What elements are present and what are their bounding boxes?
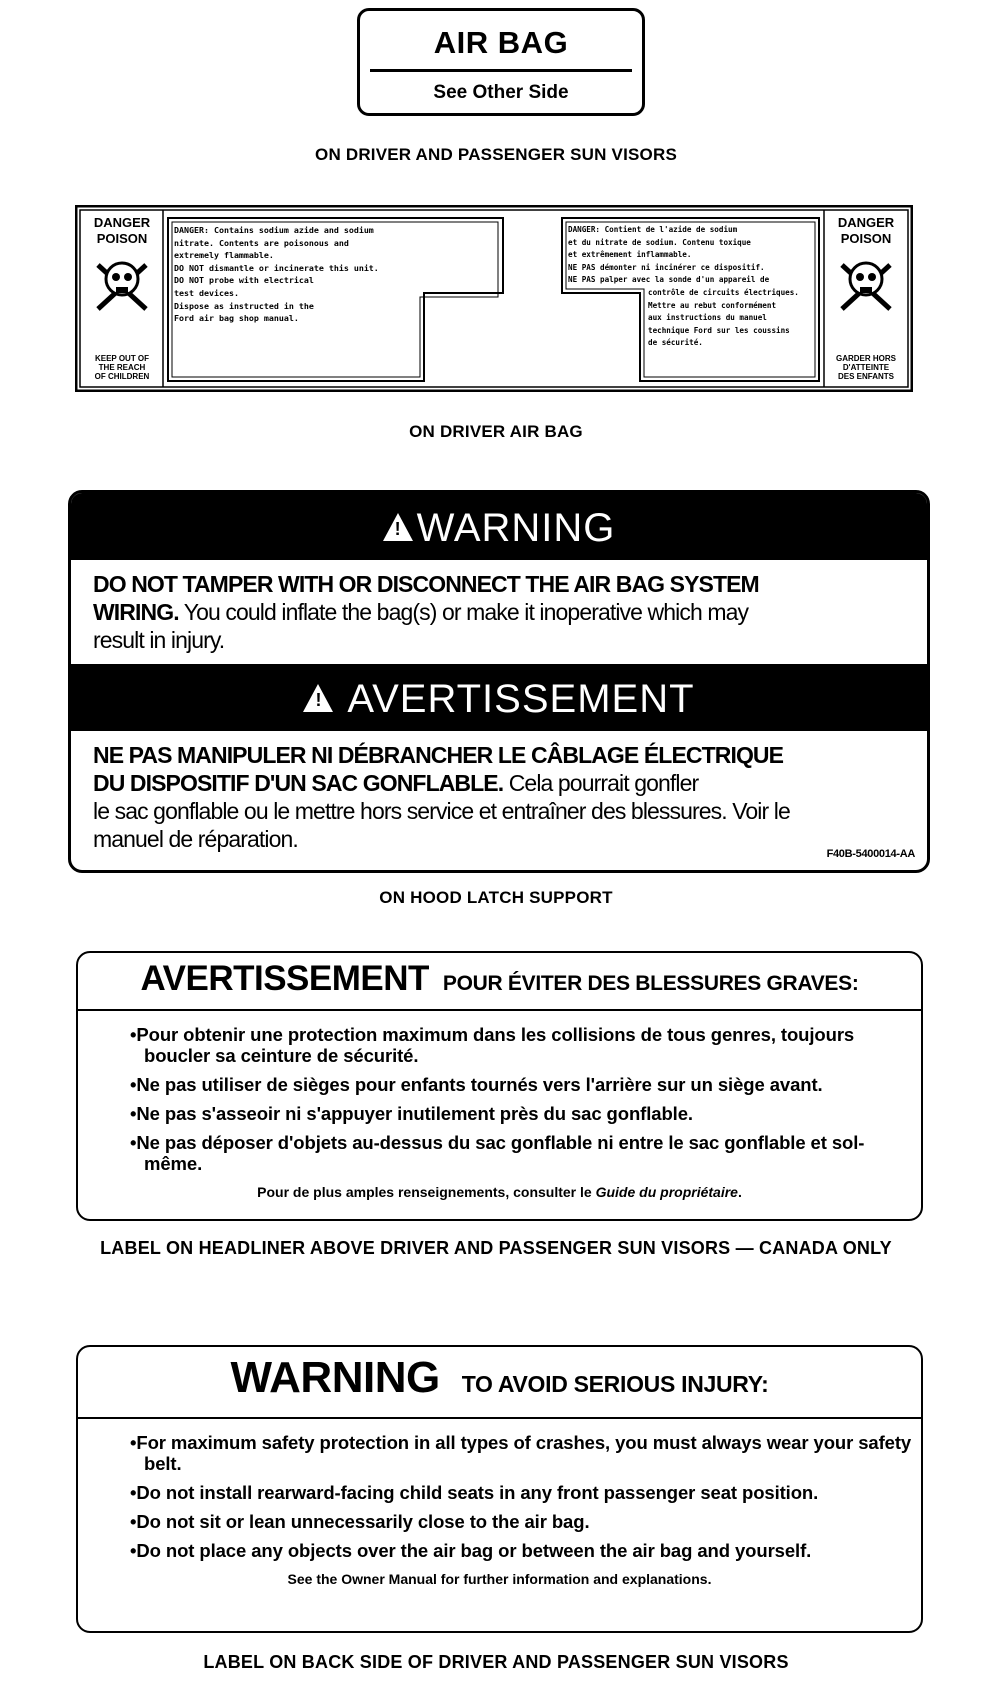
visor-label-footer: See the Owner Manual for further information and explanations. [287, 1571, 712, 1587]
warning-title: WARNING [416, 506, 616, 550]
warning-text-en: DO NOT TAMPER WITH OR DISCONNECT THE AIR BAG SYSTEM WIRING. You could inflate the bag(s) or make it inoperative which may result in injury. [93, 571, 759, 653]
warning-avertissement-label [68, 490, 930, 873]
bullet-item: •Ne pas s'asseoir ni s'appuyer inutilement près du sac gonflable. [130, 1103, 693, 1124]
warning-triangle-icon [303, 684, 333, 712]
visor-label-header [78, 1347, 921, 1419]
avertissement-heading: AVERTISSEMENT [140, 959, 429, 998]
poison-heading: POISON [840, 231, 892, 246]
airbag-subtitle: See Other Side [433, 82, 569, 103]
poison-panel-fr [827, 215, 905, 383]
canada-label-footer: Pour de plus amples renseignements, consulter le Guide du propriétaire. [257, 1184, 742, 1200]
canada-headliner-label [76, 951, 923, 1221]
bullet-item: •Do not sit or lean unnecessarily close to the air bag. [130, 1511, 590, 1532]
skull-crossbones-icon [834, 251, 898, 315]
visor-label-body [78, 1419, 921, 1587]
danger-poison-label [75, 205, 913, 392]
caption-back-side-visors: LABEL ON BACK SIDE OF DRIVER AND PASSENGER SUN VISORS [203, 1652, 789, 1672]
warning-text-fr: NE PAS MANIPULER NI DÉBRANCHER LE CÂBLAGE ÉLECTRIQUE DU DISPOSITIF D'UN SAC GONFLABLE. Cela pourrait gonfler le sac gonflable ou le mettre hors service et entraîner des blessures. Voir le manuel de réparation. [93, 742, 790, 852]
warning-triangle-icon [383, 513, 413, 541]
part-number: F40B-5400014-AA [826, 848, 915, 860]
bullet-item: •Do not place any objects over the air bag or between the air bag and yourself. [130, 1540, 812, 1561]
caption-sun-visors: ON DRIVER AND PASSENGER SUN VISORS [315, 145, 677, 164]
caption-driver-air-bag: ON DRIVER AIR BAG [409, 422, 583, 441]
caption-headliner-canada: LABEL ON HEADLINER ABOVE DRIVER AND PASSENGER SUN VISORS — CANADA ONLY [100, 1238, 892, 1258]
canada-label-body [78, 1011, 921, 1200]
keep-out-text: KEEP OUT OF THE REACH OF CHILDREN [94, 354, 150, 381]
caption-hood-latch: ON HOOD LATCH SUPPORT [379, 888, 613, 907]
sun-visor-warning-label [76, 1345, 923, 1633]
bullet-item: •Pour obtenir une protection maximum dans les collisions de tous genres, toujours boucler sa ceinture de sécurité. [130, 1024, 855, 1066]
avertissement-banner [71, 664, 927, 731]
danger-heading: DANGER [837, 215, 895, 230]
avertissement-title: AVERTISSEMENT [347, 677, 695, 721]
bullet-item: •Do not install rearward-facing child seats in any front passenger seat position. [130, 1482, 819, 1503]
poison-heading: POISON [96, 231, 148, 246]
airbag-title: AIR BAG [433, 25, 569, 60]
danger-heading: DANGER [93, 215, 151, 230]
header-subtext: POUR ÉVITER DES BLESSURES GRAVES: [442, 972, 859, 995]
bullet-item: •Ne pas utiliser de sièges pour enfants tournés vers l'arrière sur un siège avant. [130, 1074, 823, 1095]
divider [370, 69, 632, 72]
bullet-item: •For maximum safety protection in all types of crashes, you must always wear your safety belt. [130, 1432, 912, 1474]
garder-hors-text: GARDER HORS D'ATTEINTE DES ENFANTS [835, 354, 896, 381]
warning-heading: WARNING [230, 1353, 440, 1402]
poison-panel-en [83, 215, 161, 383]
warning-banner [71, 493, 927, 560]
skull-crossbones-icon [90, 251, 154, 315]
header-subtext: TO AVOID SERIOUS INJURY: [461, 1371, 769, 1397]
danger-text-fr: DANGER: Contient de l'azide de sodium et du nitrate de sodium. Contenu toxique et extrêmement inflammable. NE PAS démonter ni incinérer ce dispositif. NE PAS palper avec la sonde d'un appareil de contrôle de circuits électriques. Mettre au rebut conformément aux instructions du manuel technique Ford sur les coussins de sécurité. [568, 225, 799, 348]
bullet-item: •Ne pas déposer d'objets au-dessus du sac gonflable ni entre le sac gonflable et sol-même. [130, 1132, 865, 1174]
canada-label-header [78, 953, 921, 1011]
airbag-label [357, 8, 645, 116]
danger-text-en: DANGER: Contains sodium azide and sodium nitrate. Contents are poisonous and extremely flammable. DO NOT dismantle or incinerate this unit. DO NOT probe with electrical test devices. Dispose as instructed in the Ford air bag shop manual. [174, 225, 379, 324]
